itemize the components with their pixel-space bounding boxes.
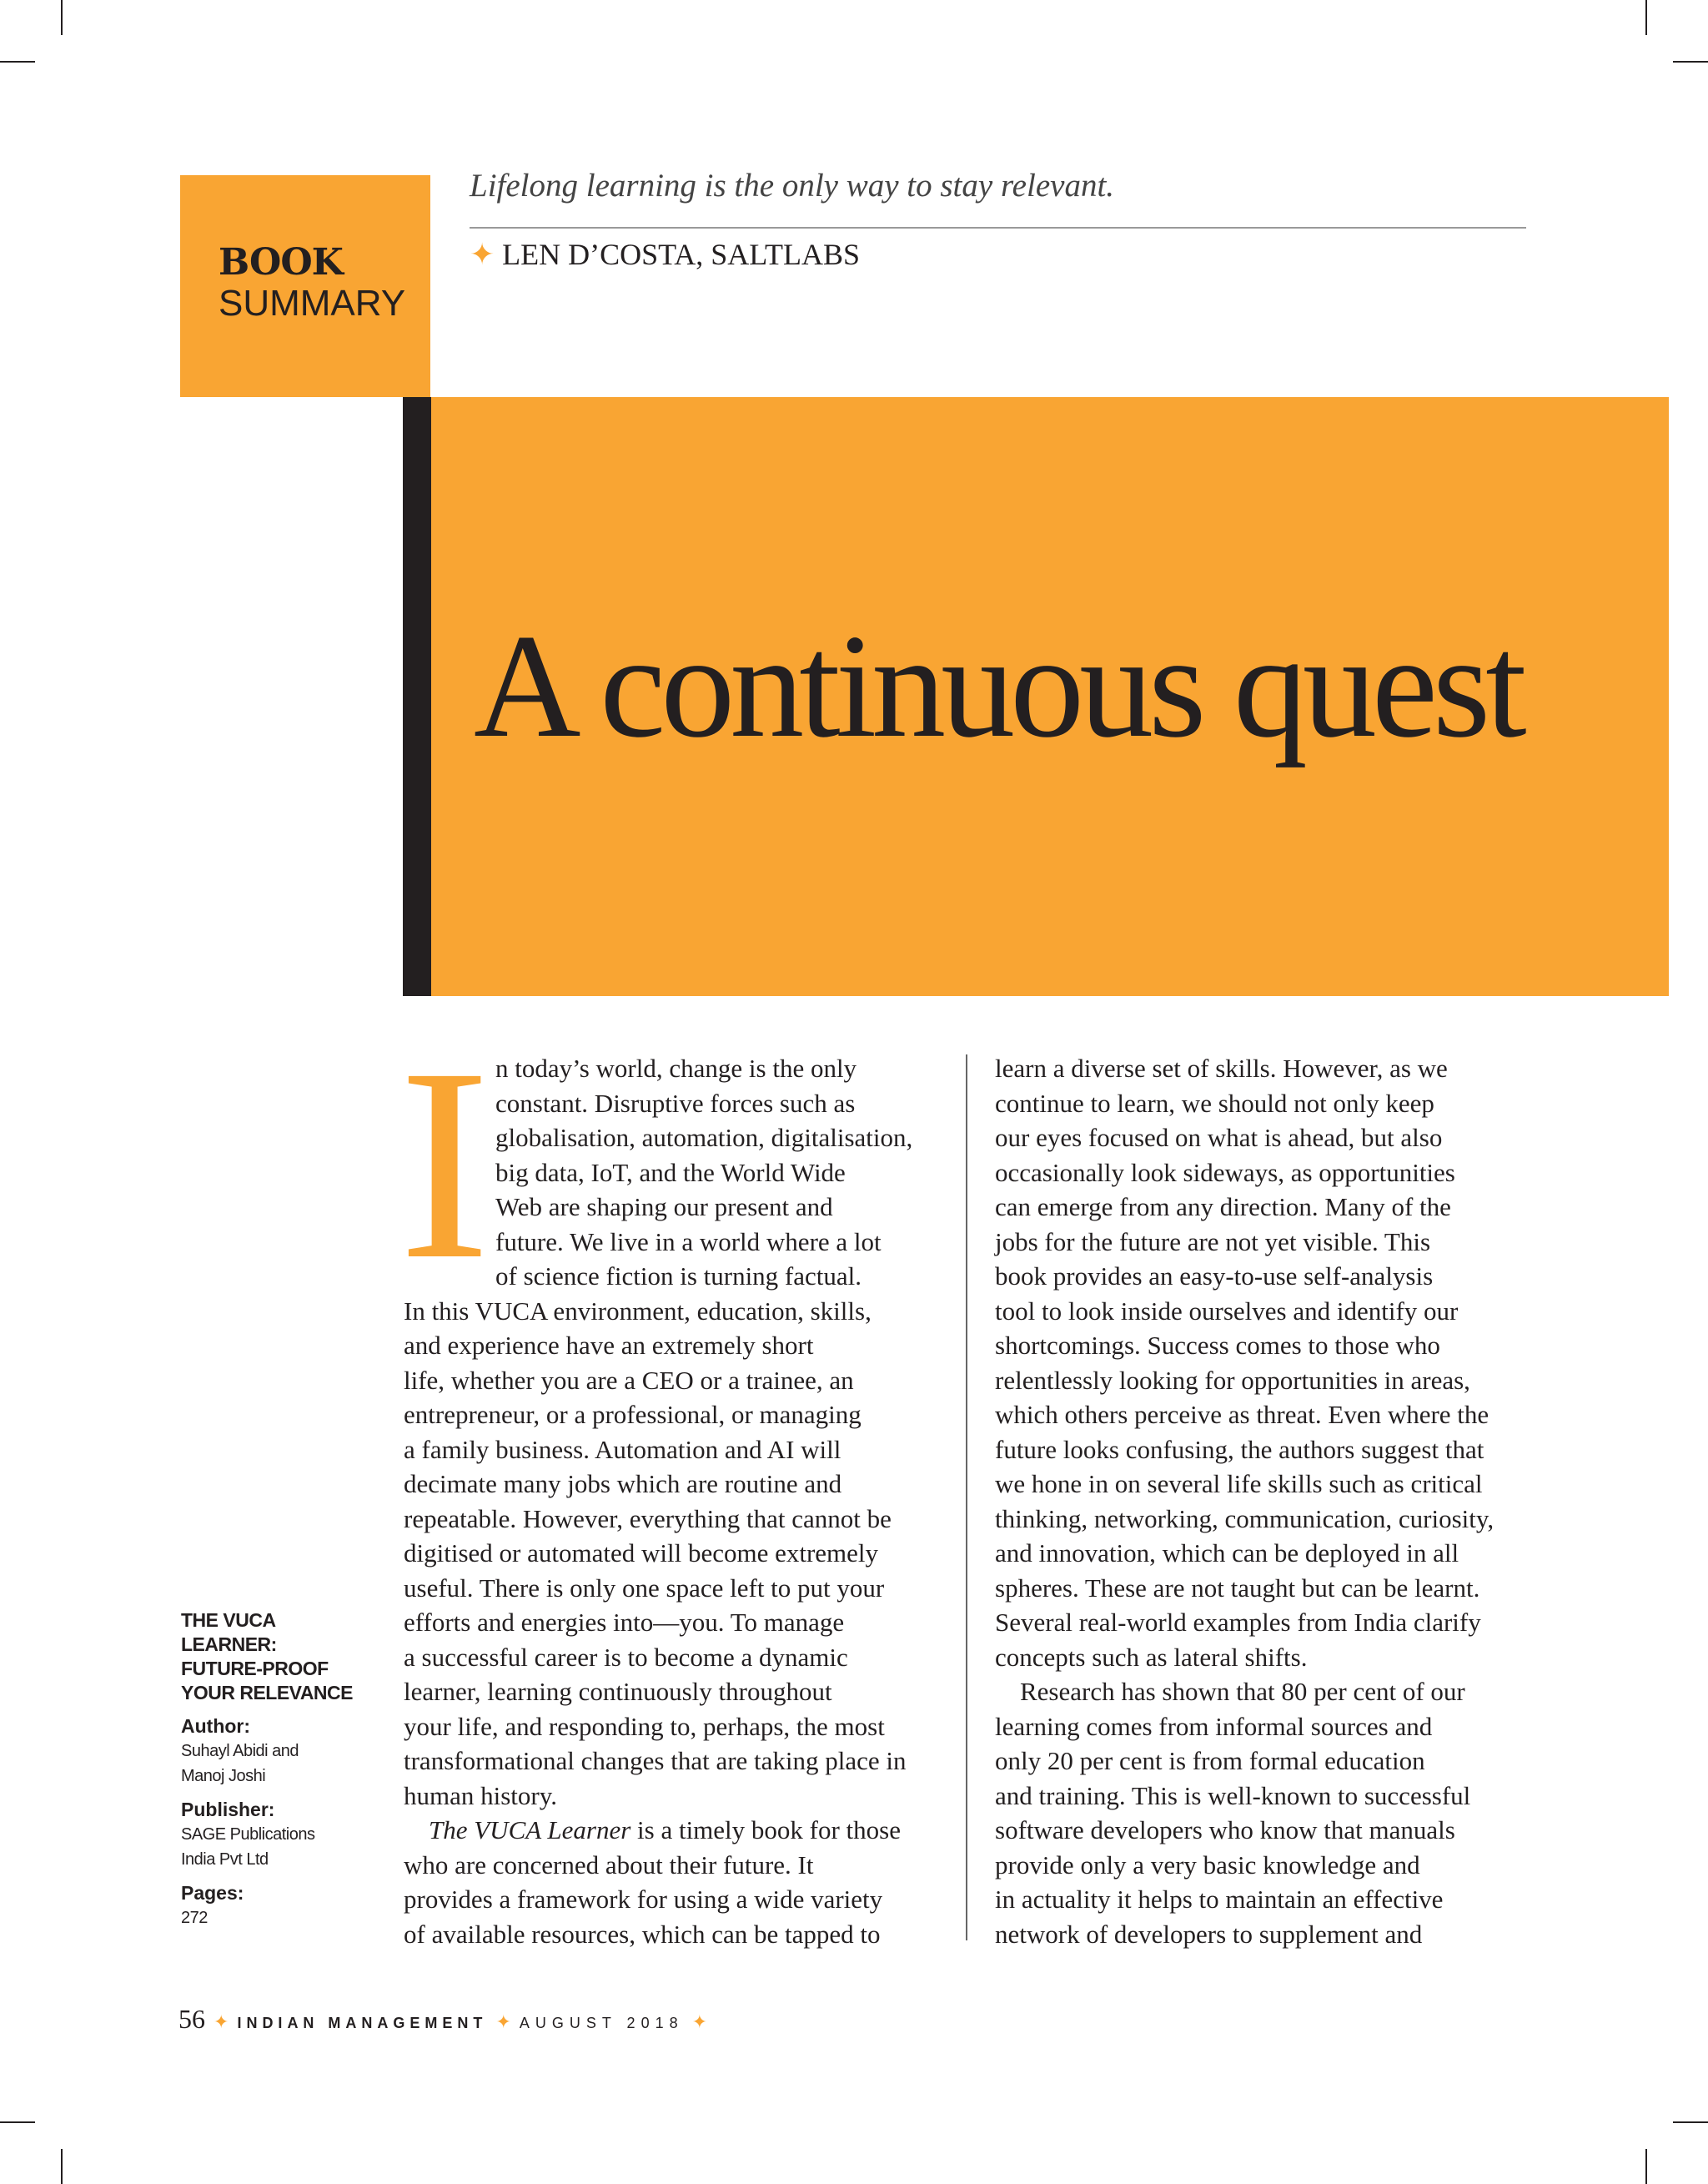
section-tag-book: BOOK [219,241,343,284]
star-icon: ✦ [470,238,495,271]
column-divider [966,1054,967,1940]
body-line: digitised or automated will become extremely [404,1538,879,1568]
body-line: human history. [404,1780,557,1810]
body-line: tool to look inside ourselves and identify our [995,1296,1459,1326]
quote-divider [470,227,1526,229]
body-line: spheres. These are not taught but can be learnt. [995,1573,1480,1603]
body-line: useful. There is only one space left to put your [404,1573,885,1603]
body-line: Web are shaping our present and [495,1192,833,1221]
body-column-2 [995,1051,1537,1951]
body-column-1 [404,1051,954,1951]
article-headline: A continuous quest [474,603,1522,768]
body-line: efforts and energies into—you. To manage [404,1608,845,1637]
crop-mark [1645,2149,1647,2184]
body-line: occasionally look sideways, as opportunities [995,1157,1455,1187]
book-info-sidebar [181,1608,364,1930]
body-line: transformational changes that are taking place in [404,1746,907,1775]
sidebar-line: India Pvt Ltd [181,1850,269,1869]
pages-value: 272 [181,1909,208,1927]
body-line: shortcomings. Success comes to those who [995,1331,1440,1360]
star-icon: ✦ [691,2011,708,2032]
crop-mark [1673,61,1708,63]
magazine-name: INDIAN MANAGEMENT [237,2015,488,2031]
body-line: thinking, networking, communication, curiosity, [995,1503,1494,1533]
drop-cap: I [399,1012,490,1316]
banner-accent-bar [403,397,431,996]
body-line: a family business. Automation and AI will [404,1434,841,1464]
body-line: In this VUCA environment, education, skills, [404,1296,872,1326]
body-line: Several real-world examples from India clarify [995,1608,1481,1637]
crop-mark [1673,2121,1708,2123]
body-line: concepts such as lateral shifts. [995,1642,1308,1672]
body-line: and training. This is well-known to successful [995,1780,1471,1810]
pull-quote: Lifelong learning is the only way to stay relevant. [470,168,1115,204]
crop-mark [0,61,35,63]
page-number: 56 [178,2004,205,2034]
body-line: repeatable. However, everything that cannot be [404,1503,892,1533]
author-label: Author: [181,1715,251,1737]
issue-date: AUGUST 2018 [519,2015,684,2031]
body-line: big data, IoT, and the World Wide [495,1157,846,1187]
crop-mark [0,2121,35,2123]
body-line: and innovation, which can be deployed in all [995,1538,1459,1568]
body-text: is a timely book for those [630,1815,901,1844]
sidebar-line: YOUR RELEVANCE [181,1682,353,1703]
body-line: of available resources, which can be tapped to [404,1919,881,1949]
sidebar-line: Manoj Joshi [181,1767,266,1785]
body-line: learner, learning continuously throughout [404,1677,832,1706]
body-line: a successful career is to become a dynamic [404,1642,848,1672]
body-line: globalisation, automation, digitalisation, [495,1123,913,1152]
body-line: our eyes focused on what is ahead, but also [995,1123,1443,1152]
body-line: decimate many jobs which are routine and [404,1469,842,1498]
body-line: future looks confusing, the authors suggest that [995,1434,1484,1464]
body-line: entrepreneur, or a professional, or managing [404,1400,862,1429]
sidebar-line: THE VUCA [181,1609,276,1631]
crop-mark [61,2149,63,2184]
book-title: The VUCA Learner [429,1815,631,1844]
body-line: in actuality it helps to maintain an effective [995,1885,1444,1914]
body-line: future. We live in a world where a lot [495,1226,882,1256]
body-line: which others perceive as threat. Even where the [995,1400,1489,1429]
body-line: life, whether you are a CEO or a trainee, an [404,1365,854,1395]
body-line: and experience have an extremely short [404,1331,814,1360]
crop-mark [1645,0,1647,35]
sidebar-line: FUTURE-PROOF [181,1658,329,1679]
body-line: provide only a very basic knowledge and [995,1849,1420,1880]
body-line: jobs for the future are not yet visible. This [995,1226,1431,1256]
body-line: n today’s world, change is the only [495,1054,857,1083]
body-line: we hone in on several life skills such as critical [995,1469,1483,1498]
body-line: learning comes from informal sources and [995,1711,1433,1741]
star-icon: ✦ [214,2011,229,2032]
attribution-text: LEN D’COSTA, SALTLABS [502,238,860,271]
body-line: provides a framework for using a wide variety [404,1885,883,1914]
publisher-label: Publisher: [181,1799,275,1820]
section-tag-summary: SUMMARY [219,283,406,324]
pages-label: Pages: [181,1882,244,1904]
body-line: book provides an easy-to-use self-analysis [995,1261,1434,1291]
body-line [404,1813,954,1848]
body-line: continue to learn, we should not only keep [995,1088,1434,1118]
star-icon: ✦ [495,2011,511,2032]
body-line: constant. Disruptive forces such as [495,1088,856,1118]
page-footer [178,2004,716,2035]
sidebar-line: Suhayl Abidi and [181,1742,299,1760]
body-line: software developers who know that manuals [995,1815,1455,1844]
body-line: relentlessly looking for opportunities in areas, [995,1365,1470,1395]
body-line: learn a diverse set of skills. However, as we [995,1054,1448,1083]
body-line: only 20 per cent is from formal education [995,1746,1425,1775]
body-line: network of developers to supplement and [995,1919,1423,1949]
body-line: can emerge from any direction. Many of the [995,1192,1451,1221]
sidebar-line: LEARNER: [181,1633,277,1655]
crop-mark [61,0,63,35]
sidebar-line: SAGE Publications [181,1825,315,1844]
body-line: Research has shown that 80 per cent of our [1020,1677,1465,1706]
body-line: who are concerned about their future. It [404,1849,814,1880]
quote-attribution [470,237,860,272]
body-line: of science fiction is turning factual. [495,1261,862,1291]
body-line: your life, and responding to, perhaps, the most [404,1711,885,1741]
